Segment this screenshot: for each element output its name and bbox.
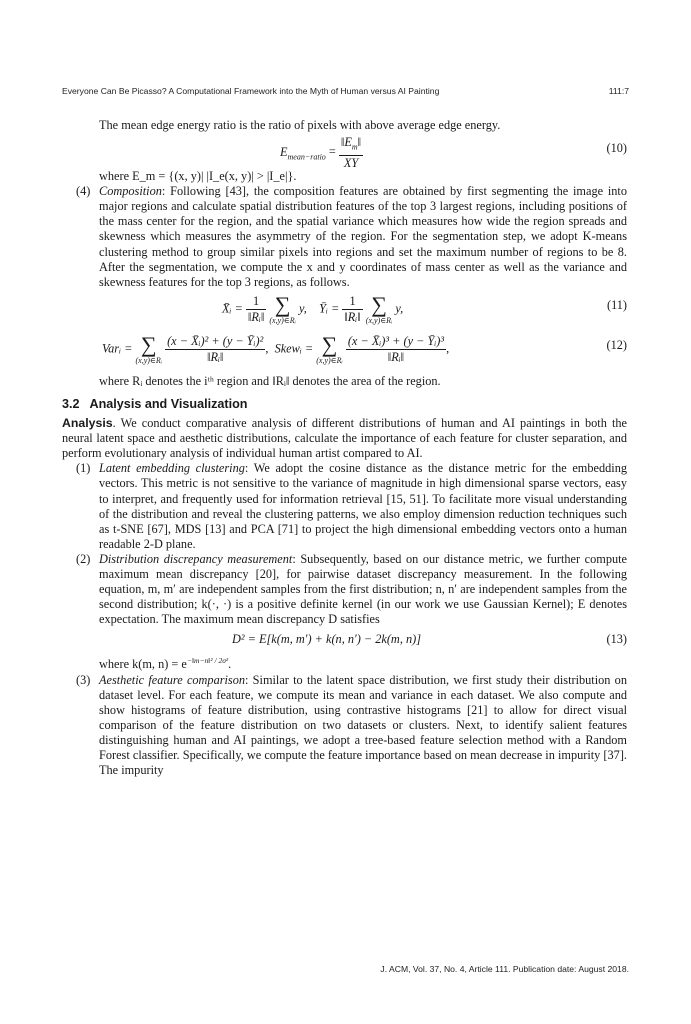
where-ri: where Rᵢ denotes the iᵗʰ region and ‖Rᵢ‖ denotes the area of the region. (99, 373, 441, 388)
eq11-number: (11) (606, 297, 627, 312)
eq10-fraction: $\frac{‖E_m‖}{XY}$ (340, 135, 362, 170)
list-marker: (3) (76, 672, 91, 687)
equation-13 (62, 627, 627, 653)
eq11-xbar: X̄ᵢ = (222, 301, 246, 316)
eq11-sum-x: ∑ (x,y)∈Rᵢ (269, 291, 296, 325)
item-title: Composition (99, 184, 162, 199)
item-title: Aesthetic feature comparison (99, 672, 246, 687)
eq13-body: D² = E[k(m, m′) + k(n, n′) − 2k(m, n)] (232, 632, 421, 647)
eq12-sum-var: ∑ (x,y)∈Rᵢ (135, 331, 162, 365)
list-item-2 (62, 552, 627, 627)
eq13-number: (13) (606, 632, 627, 647)
where-k-text: where k(m, n) = e (99, 657, 187, 672)
eq11-frac-y: $\frac{1}{\text{‖Rᵢ‖}}$ (344, 293, 361, 324)
running-header (62, 86, 629, 100)
eq12-skew: Skewᵢ = (274, 341, 317, 356)
journal-footer: J. ACM, Vol. 37, No. 4, Article 111. Publication date: August 2018. (380, 964, 629, 974)
page-number: 111:7 (608, 86, 629, 96)
eq10-lhs: $E_{mean-ratio}$ (280, 144, 326, 162)
eq11-sum-y: ∑ (x,y)∈Rᵢ (365, 291, 393, 325)
equation-12: Varᵢ = ∑ (x,y)∈Rᵢ $\frac{\text{(x − X̄ᵢ)² + (y − Ȳᵢ)²}}{\text{‖Rᵢ‖}}$ , Skewᵢ = ∑ (x,y)∈Rᵢ $\frac{\text{(x − X̄ᵢ)³ + (y − Ȳᵢ)³}}{\text{‖Rᵢ‖}}$ , (12) (102, 331, 627, 365)
eq12-frac-skew: $\frac{\text{(x − X̄ᵢ)³ + (y − Ȳᵢ)³}}{\text{‖Rᵢ‖}}$ (347, 333, 445, 364)
analysis-lead: Analysis (62, 416, 113, 431)
list-item-1 (62, 461, 627, 552)
running-title: Everyone Can Be Picasso? A Computational Framework into the Myth of Human versus AI Painting (62, 86, 440, 96)
where-k-exponent: −‖m−n‖² / 2σ² (186, 656, 229, 666)
list-marker: (1) (76, 461, 91, 476)
section-title: Analysis and Visualization (89, 396, 248, 411)
analysis-text: . We conduct comparative analysis of different distributions of human and AI paintings in both the neural latent space and aesthetic distributions, calculate the importance of each feature for cluster separation, and perform evolutionary analysis of individual human artist compared to AI. (62, 416, 627, 461)
item-text: : We adopt the cosine distance as the distance metric for the embedding vectors. This metric is not sensitive to the variance of magnitude in high dimensional sparse vectors, easy to interpret, and frequently used for information retrieval [15, 51]. To facilitate more visual understanding of the distribution and reveal the clustering patterns, we also employ dimension reduction techniques such as t-SNE [67], MDS [13] and PCA [71] to project the high dimensional embedding vectors onto a human readable 2-D plane. (99, 461, 627, 551)
section-heading (62, 397, 627, 412)
list-item-4 (62, 184, 627, 290)
eq11-ybar: Ȳᵢ = (319, 301, 343, 316)
section-number: 3.2 (62, 396, 80, 411)
item-text: : Following [43], the composition features are obtained by first segmenting the image into major regions and calculate spatial distribution features of the top 3 largest regions, including positions of the mass center for the region, and the spatial variance which measures how wide the region spreads and skewness which measures the asymmetry of the region. For the segmentation step, we adopt K-means clustering method to group similar pixels into regions and set the maximum number of regions to be 8. After the segmentation, we compute the x and y coordinates of mass center as well as the variance and skewness features for the top 3 regions, as follows. (99, 184, 627, 289)
eq11-term-x: y, (298, 301, 307, 316)
eq12-sum-skew: ∑ (x,y)∈Rᵢ (316, 331, 343, 365)
item-title: Latent embedding clustering (99, 461, 245, 476)
eq12-number: (12) (606, 337, 627, 352)
body-text (62, 118, 627, 778)
equation-10: $E_{mean-ratio}$ = $\frac{‖E_m‖}{XY}$ (10) (280, 135, 627, 170)
eq12-frac-var: $\frac{\text{(x − X̄ᵢ)² + (y − Ȳᵢ)²}}{\text{‖Rᵢ‖}}$ (167, 333, 264, 364)
equation-11 (62, 290, 627, 330)
analysis-paragraph (62, 416, 627, 461)
item-text: : Subsequently, based on our distance metric, we further compute maximum mean discrepancy [20], for pairwise dataset discrepancy measurement. In the following equation, m, m′ are independent samples from the first distribution; n, n′ are independent samples from the second distribution; k(·, ·) is a positive definite kernel (in our work we use Gaussian Kernel); E denotes expectation. The maximum mean discrepancy D satisfies (99, 551, 627, 627)
item-title: Distribution discrepancy measurement (99, 551, 293, 566)
eq11-term-y: y, (395, 301, 404, 316)
where-k-end: . (228, 657, 232, 672)
eq11-frac-x: $\frac{1}{\text{‖Rᵢ‖}}$ (247, 293, 265, 324)
intro-sentence: The mean edge energy ratio is the ratio of pixels with above average edge energy. (99, 118, 501, 132)
list-marker: (4) (76, 184, 91, 199)
where-k (62, 653, 627, 672)
where-em: where E_m = {(x, y)| |I_e(x, y)| > |I_e|}. (99, 169, 297, 184)
list-marker: (2) (76, 551, 91, 566)
eq12-var: Varᵢ = (102, 341, 136, 356)
item-text: : Similar to the latent space distribution, we first study their distribution on dataset level. For each feature, we compute its mean and variance in each dataset. We also compute and show histograms of feature distribution, using contrastive histograms [21] to allow for direct visual comparison of the feature distribution on two datasets or clusters. Next, to identify salient features distinguishing human and AI paintings, we adopt a tree-based feature selection method with a Random Forest classifier. Specifically, we compute the feature importance based on mean decrease in impurity [37]. The impurity (99, 672, 627, 778)
list-item-3 (62, 673, 627, 779)
eq10-number: (10) (606, 141, 627, 156)
